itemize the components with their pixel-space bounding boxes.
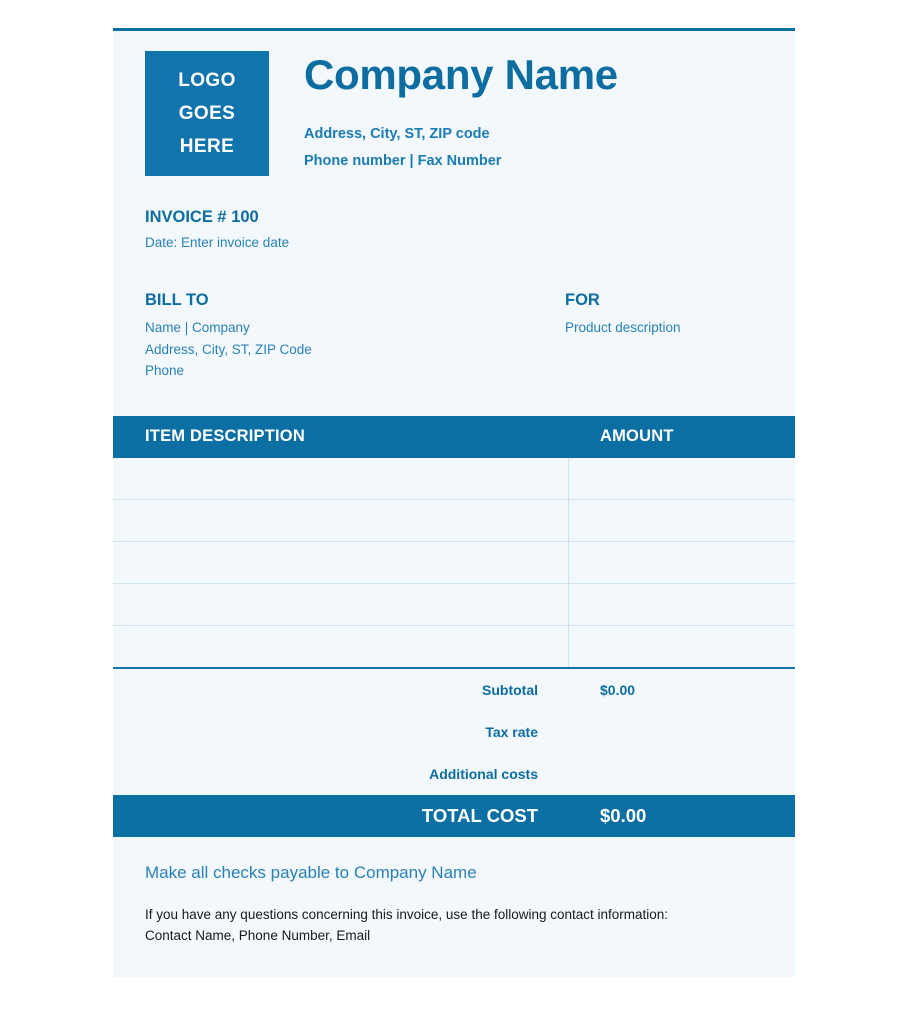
total-cost-label: TOTAL COST: [113, 795, 568, 837]
bill-to-phone: Phone: [145, 363, 185, 379]
company-contact-block: [304, 121, 618, 175]
logo-line-1: LOGO: [178, 69, 236, 91]
cell-amount[interactable]: [568, 583, 795, 625]
totals-table: [113, 669, 795, 837]
questions-note: [145, 905, 763, 947]
invoice-footer: [113, 837, 795, 977]
address-row: [113, 291, 795, 416]
company-address: Address, City, ST, ZIP code: [304, 126, 490, 143]
total-cost-value: $0.00: [568, 795, 795, 837]
cell-amount[interactable]: [568, 541, 795, 583]
subtotal-label: Subtotal: [482, 681, 538, 698]
table-row[interactable]: [113, 583, 795, 625]
table-row[interactable]: [113, 541, 795, 583]
invoice-meta: [145, 208, 795, 250]
bill-to-block: [145, 291, 565, 382]
cell-description[interactable]: [113, 583, 568, 625]
payable-note: Make all checks payable to Company Name: [145, 862, 477, 882]
for-body[interactable]: [565, 317, 775, 339]
cell-amount[interactable]: [568, 499, 795, 541]
cell-description[interactable]: [113, 541, 568, 583]
totals-row-subtotal: [113, 669, 795, 711]
invoice-document: [113, 28, 795, 977]
logo-placeholder: [145, 51, 269, 176]
tax-rate-value[interactable]: [568, 711, 795, 753]
logo-line-3: HERE: [179, 136, 235, 158]
bill-to-name: Name | Company: [145, 320, 250, 335]
additional-costs-label: Additional costs: [429, 765, 538, 782]
cell-description[interactable]: [113, 625, 568, 668]
additional-costs-value[interactable]: [568, 753, 795, 795]
logo-line-2: GOES: [178, 102, 236, 124]
company-block: [304, 51, 618, 175]
company-phone-fax: Phone number | Fax Number: [304, 152, 502, 169]
table-row[interactable]: [113, 625, 795, 668]
table-row[interactable]: [113, 499, 795, 541]
bill-to-heading: BILL TO: [145, 291, 209, 309]
bill-to-address: Address, City, ST, ZIP Code: [145, 341, 312, 357]
for-block: [565, 291, 775, 382]
invoice-number: INVOICE # 100: [145, 208, 259, 226]
company-name: Company Name: [304, 51, 618, 98]
bill-to-body[interactable]: [145, 317, 565, 382]
for-description: Product description: [565, 320, 681, 335]
questions-line-2: Contact Name, Phone Number, Email: [145, 927, 371, 943]
totals-row-tax-rate: [113, 711, 795, 753]
invoice-date[interactable]: Date: Enter invoice date: [145, 235, 290, 250]
column-header-item-description: ITEM DESCRIPTION: [113, 416, 568, 458]
cell-amount[interactable]: [568, 625, 795, 668]
table-row[interactable]: [113, 458, 795, 500]
totals-row-additional-costs: [113, 753, 795, 795]
table-header-row: [113, 416, 795, 458]
column-header-amount: AMOUNT: [568, 416, 795, 458]
cell-description[interactable]: [113, 458, 568, 500]
line-items-table: [113, 416, 795, 669]
for-heading: FOR: [565, 291, 600, 309]
cell-amount[interactable]: [568, 458, 795, 500]
cell-description[interactable]: [113, 499, 568, 541]
invoice-header: [113, 31, 795, 176]
subtotal-value: $0.00: [600, 681, 636, 698]
tax-rate-label: Tax rate: [485, 723, 538, 740]
totals-row-total-cost: [113, 795, 795, 837]
questions-line-1: If you have any questions concerning this invoice, use the following contact information:: [145, 906, 669, 922]
